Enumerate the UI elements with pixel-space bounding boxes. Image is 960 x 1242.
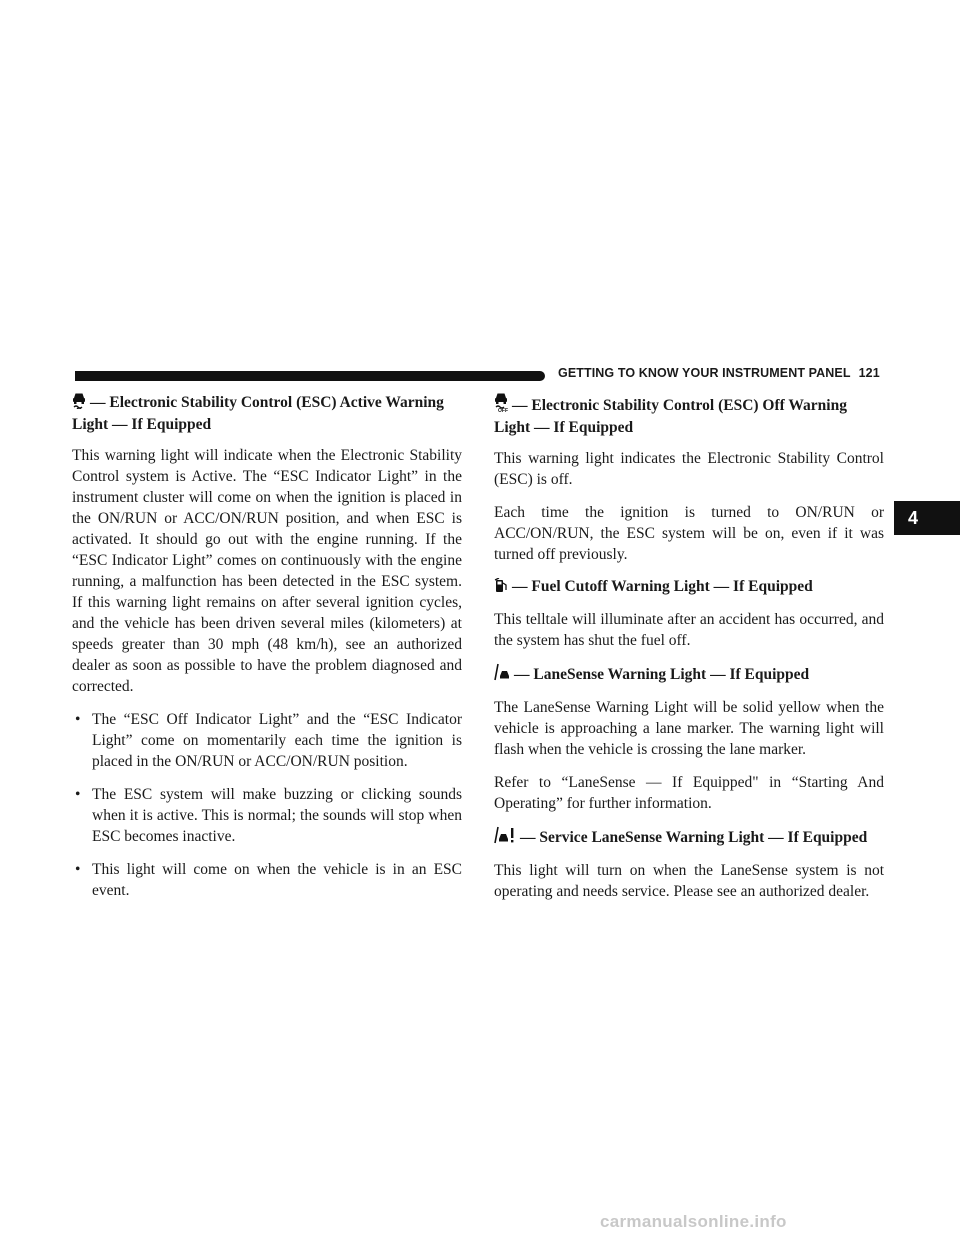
section-heading-fuel-cutoff: — Fuel Cutoff Warning Light — If Equipped	[494, 577, 884, 599]
running-header	[558, 366, 893, 380]
chapter-tab: 4	[894, 501, 960, 535]
page-number: 121	[858, 366, 880, 380]
list-item: • The ESC system will make buzzing or clicking sounds when it is active. This is normal; the sounds will stop when ESC becomes inactive.	[75, 786, 462, 845]
fuel-cutoff-icon	[494, 578, 508, 599]
body-paragraph: Each time the ignition is turned to ON/RUN or ACC/ON/RUN, the ESC system will be on, even if it was turned off previously.	[494, 504, 884, 563]
section-heading-service-lanesense: — Service LaneSense Warning Light — If Equipped	[494, 826, 884, 850]
body-paragraph: This warning light indicates the Electronic Stability Control (ESC) is off.	[494, 450, 884, 488]
body-paragraph: This warning light will indicate when the Electronic Stability Control system is Active. The “ESC Indicator Light” in the instrument cluster will come on when the ignition is placed in the ON/RUN or ACC/ON/RUN position, and when ESC is activated. It should go out with the engine running. If the “ESC Indicator Light” comes on continuously with the engine running, a malfunction has been detected in the ESC system. If this warning light remains on after several ignition cycles, and the vehicle has been driven several miles (kilometers) at speeds greater than 30 mph (48 km/h), see an authorized dealer as soon as possible to have the problem diagnosed and corrected.	[72, 447, 462, 695]
watermark: carmanualsonline.info	[600, 1212, 787, 1231]
list-item: • This light will come on when the vehicle is in an ESC event.	[75, 861, 462, 899]
body-paragraph: The LaneSense Warning Light will be solid yellow when the vehicle is approaching a lane marker. The warning light will flash when the vehicle is crossing the lane marker.	[494, 699, 884, 758]
bullet-list	[72, 709, 462, 901]
body-paragraph: This telltale will illuminate after an accident has occurred, and the system has shut the fuel off.	[494, 611, 884, 649]
section-heading-esc-active	[72, 392, 462, 435]
right-column	[494, 392, 884, 914]
body-paragraph: Refer to “LaneSense — If Equipped" in “Starting And Operating” for further information.	[494, 774, 884, 812]
left-column	[72, 392, 462, 913]
header-title: GETTING TO KNOW YOUR INSTRUMENT PANEL	[558, 366, 851, 380]
list-item: • The “ESC Off Indicator Light” and the “ESC Indicator Light” come on momentarily each time the ignition is placed in the ON/RUN or ACC/ON/RUN position.	[75, 711, 462, 770]
service-lanesense-icon	[494, 826, 516, 850]
lanesense-icon	[494, 663, 510, 687]
esc-active-icon	[72, 392, 86, 415]
section-heading-lanesense: — LaneSense Warning Light — If Equipped	[494, 663, 884, 687]
body-paragraph: This light will turn on when the LaneSense system is not operating and needs service. Please see an authorized dealer.	[494, 862, 884, 900]
section-heading-text: — Electronic Stability Control (ESC) Active Warning Light — If Equipped	[72, 394, 444, 433]
svg-text:OFF: OFF	[498, 408, 508, 412]
section-heading-esc-off: OFF — Electronic Stability Control (ESC) Off Warning Light — If Equipped	[494, 392, 884, 438]
header-rule	[75, 371, 545, 381]
esc-off-icon	[494, 392, 508, 418]
